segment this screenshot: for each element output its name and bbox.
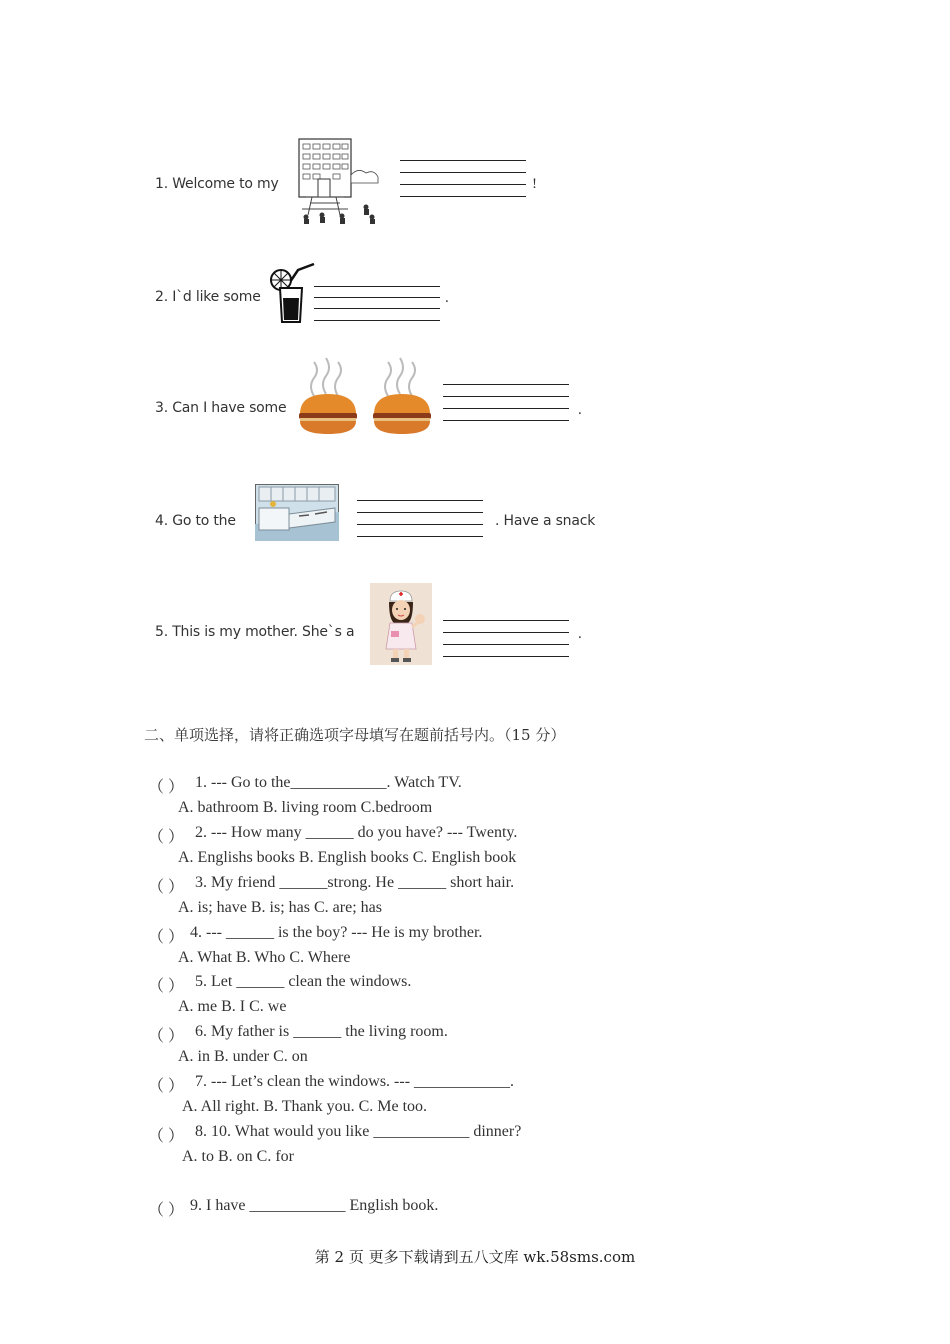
answer-bracket-6[interactable]: （ ） [148, 1028, 185, 1045]
question-6-stem: 6. My father is ______ the living room. [195, 1023, 448, 1040]
item-2-end: . [445, 290, 449, 306]
kitchen-picture [255, 484, 339, 541]
question-1-options: A. bathroom B. living room C.bedroom [178, 799, 433, 816]
question-2-stem: 2. --- How many ______ do you have? --- Twenty. [195, 824, 518, 841]
item-1-prompt: 1. Welcome to my [155, 176, 279, 192]
answer-bracket-4[interactable]: （ ） [148, 929, 185, 946]
question-3-options: A. is; have B. is; has C. are; has [178, 899, 382, 916]
hamburgers-picture [296, 354, 436, 440]
nurse-picture [370, 583, 432, 665]
item-2-prompt: 2. I`d like some [155, 289, 261, 305]
question-6-options: A. in B. under C. on [178, 1048, 308, 1065]
question-2-options: A. Englishs books B. English books C. English book [178, 849, 517, 866]
answer-bracket-2[interactable]: （ ） [148, 829, 185, 846]
question-9-stem: 9. I have ____________ English book. [190, 1197, 439, 1214]
juice-glass-picture [268, 258, 318, 324]
section-2-heading: 二、单项选择，请将正确选项字母填写在题前括号内。（15 分） [144, 726, 566, 744]
question-4-options: A. What B. Who C. Where [178, 949, 351, 966]
question-8-stem: 8. 10. What would you like ____________ dinner? [195, 1123, 522, 1140]
question-4-stem: 4. --- ______ is the boy? --- He is my brother. [190, 924, 483, 941]
question-7-options: A. All right. B. Thank you. C. Me too. [182, 1098, 428, 1115]
item-3-end: . [578, 402, 582, 418]
question-1-stem: 1. --- Go to the____________. Watch TV. [195, 774, 462, 791]
item-4-end: . Have a snack [495, 513, 596, 529]
item-5-prompt: 5. This is my mother. She`s a [155, 624, 355, 640]
page-footer: 第 2 页 更多下载请到五八文库 wk.58sms.com [314, 1248, 636, 1266]
question-5-options: A. me B. I C. we [178, 998, 287, 1015]
item-5-end: . [578, 626, 582, 642]
answer-bracket-7[interactable]: （ ） [148, 1078, 185, 1095]
item-4-prompt: 4. Go to the [155, 513, 236, 529]
question-8-options: A. to B. on C. for [182, 1148, 294, 1165]
question-5-stem: 5. Let ______ clean the windows. [195, 973, 412, 990]
answer-bracket-3[interactable]: （ ） [148, 879, 185, 896]
answer-bracket-9[interactable]: （ ） [148, 1202, 185, 1219]
question-3-stem: 3. My friend ______strong. He ______ short hair. [195, 874, 515, 891]
item-3-prompt: 3. Can I have some [155, 400, 287, 416]
answer-bracket-5[interactable]: （ ） [148, 978, 185, 995]
question-7-stem: 7. --- Let’s clean the windows. --- ____________. [195, 1073, 515, 1090]
school-building-picture [296, 137, 382, 225]
answer-bracket-8[interactable]: （ ） [148, 1128, 185, 1145]
item-1-end: ! [532, 176, 537, 192]
answer-bracket-1[interactable]: （ ） [148, 779, 185, 796]
